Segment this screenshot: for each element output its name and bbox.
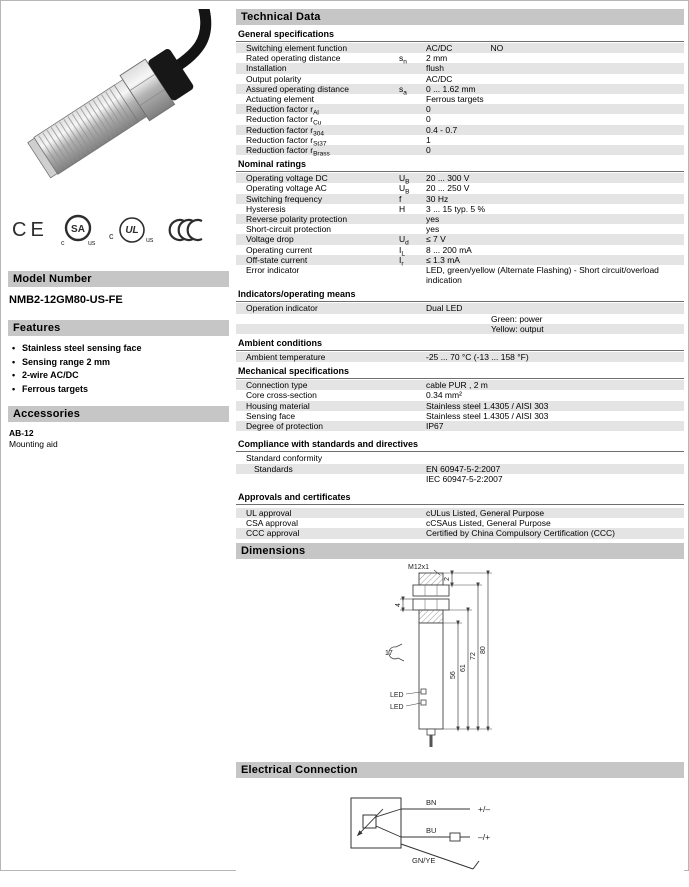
spec-symbol bbox=[399, 508, 426, 518]
spec-symbol bbox=[399, 380, 426, 390]
spec-value: yes bbox=[426, 224, 440, 235]
spec-symbol bbox=[399, 421, 426, 431]
spec-label: Degree of protection bbox=[246, 421, 324, 432]
ccc-mark bbox=[164, 212, 210, 248]
section-indicators bbox=[236, 288, 684, 334]
spec-label: CCC approval bbox=[246, 528, 300, 539]
spec-value: 8 ... 200 mA bbox=[426, 244, 472, 255]
nut-2 bbox=[413, 599, 449, 610]
features-header: Features bbox=[8, 320, 229, 336]
table-row bbox=[236, 464, 684, 474]
model-number-header: Model Number bbox=[8, 271, 229, 287]
table-row bbox=[236, 474, 684, 484]
dim-17: 17 bbox=[385, 649, 393, 657]
spec-value: AC/DC NO bbox=[426, 43, 504, 53]
spec-symbol bbox=[399, 453, 426, 463]
spec-value: Yellow: output bbox=[491, 323, 544, 334]
led-label-2: LED bbox=[390, 703, 404, 711]
section-title: General specifications bbox=[236, 28, 684, 42]
spec-label: Reduction factor $r_{304}$ bbox=[246, 124, 324, 138]
thread-label: M12x1 bbox=[408, 563, 430, 571]
spec-label bbox=[236, 314, 399, 324]
table-row bbox=[236, 234, 684, 248]
table-row bbox=[236, 145, 684, 158]
csa-mark bbox=[58, 212, 98, 248]
dimension-figure bbox=[236, 559, 684, 751]
spec-symbol bbox=[399, 324, 426, 334]
spec-value: 0 ... 1.62 mm bbox=[426, 83, 476, 94]
spec-value: cable PUR , 2 m bbox=[426, 380, 488, 391]
table-row bbox=[236, 244, 684, 258]
table-row bbox=[236, 124, 684, 138]
svg-text:UL: UL bbox=[125, 225, 139, 236]
table-row bbox=[236, 453, 684, 463]
wiring-figure bbox=[236, 778, 684, 882]
section-title: Compliance with standards and directives bbox=[236, 438, 684, 452]
spec-value: 1 bbox=[426, 134, 431, 145]
section-approvals bbox=[236, 491, 684, 539]
spec-symbol bbox=[399, 104, 426, 114]
spec-value: cULus Listed, General Purpose bbox=[426, 507, 545, 518]
table-row bbox=[236, 74, 684, 84]
bullet-icon: • bbox=[12, 370, 16, 380]
wire-gnye-label: GN/YE bbox=[412, 855, 436, 865]
spec-value: EN 60947-5-2:2007 bbox=[426, 463, 501, 474]
spec-label: Operating voltage DC bbox=[246, 173, 328, 184]
spec-symbol bbox=[399, 74, 426, 84]
table-row bbox=[236, 254, 684, 268]
spec-value: Stainless steel 1.4305 / AISI 303 bbox=[426, 410, 549, 421]
spec-value: 0.4 - 0.7 bbox=[426, 124, 458, 135]
spec-label: Rated operating distance bbox=[246, 53, 341, 64]
spec-value: flush bbox=[426, 63, 444, 74]
accessory-name: AB-12 bbox=[9, 428, 34, 438]
product-photo bbox=[8, 9, 229, 199]
spec-symbol: H bbox=[399, 203, 406, 214]
spec-symbol bbox=[399, 63, 426, 73]
table-row bbox=[236, 204, 684, 214]
table-row bbox=[236, 183, 684, 197]
section-nominal-ratings bbox=[236, 158, 684, 285]
technical-data-header: Technical Data bbox=[236, 9, 684, 25]
accessory-description: Mounting aid bbox=[9, 439, 58, 449]
spec-symbol bbox=[399, 43, 426, 53]
spec-symbol bbox=[399, 125, 426, 135]
spec-symbol bbox=[399, 352, 426, 362]
spec-value: 3 ... 15 typ. 5 % bbox=[426, 203, 486, 214]
spec-symbol bbox=[399, 314, 426, 324]
wire-bu-label: BU bbox=[426, 825, 437, 835]
feature-item: • Sensing range 2 mm bbox=[12, 356, 229, 370]
spec-label: Standards bbox=[254, 463, 293, 474]
section-title: Approvals and certificates bbox=[236, 491, 684, 505]
spec-table bbox=[236, 508, 684, 539]
table-row bbox=[236, 380, 684, 390]
spec-label: Hysteresis bbox=[246, 203, 286, 214]
spec-symbol bbox=[399, 401, 426, 411]
thread-top bbox=[419, 573, 443, 585]
section-ambient-conditions bbox=[236, 337, 684, 362]
section-title: Ambient conditions bbox=[236, 337, 684, 351]
spec-label: Reduction factor $r_{Cu}$ bbox=[246, 114, 322, 128]
sensor-photo-drawing bbox=[8, 9, 229, 199]
top-polarity-label: +/– bbox=[478, 803, 491, 814]
spec-label: Core cross-section bbox=[246, 390, 317, 401]
led-label-1: LED bbox=[390, 691, 404, 699]
spec-value: ≤ 1.3 mA bbox=[426, 254, 460, 265]
table-row bbox=[236, 518, 684, 528]
spec-label: Reduction factor $r_{Brass}$ bbox=[246, 145, 330, 158]
table-row bbox=[236, 265, 684, 285]
section-title: Indicators/operating means bbox=[236, 288, 684, 302]
spec-label: Sensing face bbox=[246, 410, 296, 421]
svg-text:c: c bbox=[108, 231, 114, 241]
wiring-diagram bbox=[236, 778, 684, 887]
spec-value: LED, green/yellow (Alternate Flashing) - Short circuit/overload indication bbox=[426, 265, 659, 286]
spec-symbol: f bbox=[399, 193, 402, 204]
spec-value: 0 bbox=[426, 145, 431, 156]
spec-symbol bbox=[399, 114, 426, 124]
table-row bbox=[236, 104, 684, 117]
spec-label: Operating current bbox=[246, 244, 313, 255]
spec-label: Actuating element bbox=[246, 94, 315, 105]
dim-61: 61 bbox=[460, 663, 467, 672]
spec-value: Green: power bbox=[491, 313, 543, 324]
table-row bbox=[236, 528, 684, 538]
table-row bbox=[236, 352, 684, 362]
spec-table bbox=[236, 352, 684, 362]
spec-label bbox=[236, 324, 399, 334]
table-row bbox=[236, 83, 684, 97]
spec-value: 0 bbox=[426, 104, 431, 115]
table-row bbox=[236, 214, 684, 224]
table-row bbox=[236, 134, 684, 148]
spec-symbol bbox=[399, 518, 426, 528]
right-column bbox=[236, 9, 684, 887]
spec-symbol bbox=[399, 528, 426, 538]
table-row bbox=[236, 224, 684, 234]
svg-text:c: c bbox=[60, 240, 65, 247]
spec-symbol: $U_B$ bbox=[399, 183, 410, 197]
spec-value: 20 ... 250 V bbox=[426, 183, 470, 194]
model-number: NMB2-12GM80-US-FE bbox=[9, 294, 123, 306]
spec-symbol bbox=[399, 224, 426, 234]
table-row bbox=[236, 63, 684, 73]
table-row bbox=[236, 173, 684, 186]
dim-56: 56 bbox=[450, 670, 457, 679]
spec-value bbox=[426, 453, 684, 463]
bullet-icon: • bbox=[12, 356, 16, 367]
spec-value: Dual LED bbox=[426, 303, 463, 314]
features-list bbox=[12, 342, 229, 396]
bullet-icon: • bbox=[12, 343, 16, 353]
spec-value: -25 ... 70 °C (-13 ... 158 °F) bbox=[426, 352, 529, 363]
section-compliance bbox=[236, 438, 684, 484]
spec-value: 30 Hz bbox=[426, 193, 449, 204]
spec-symbol: $s_a$ bbox=[399, 83, 407, 97]
spec-value-2: NO bbox=[490, 43, 504, 53]
spec-value: yes bbox=[426, 214, 440, 225]
led-marker-1 bbox=[421, 689, 426, 694]
spec-value: IEC 60947-5-2:2007 bbox=[426, 473, 503, 484]
ce-mark: CE bbox=[12, 218, 48, 241]
table-row bbox=[236, 324, 684, 334]
table-row bbox=[236, 194, 684, 204]
spec-symbol: $s_n$ bbox=[399, 53, 407, 66]
spec-symbol: $U_d$ bbox=[399, 234, 409, 248]
spec-symbol bbox=[399, 214, 426, 224]
spec-table bbox=[236, 303, 684, 334]
thread-lower bbox=[419, 610, 443, 623]
spec-label: Connection type bbox=[246, 380, 308, 391]
spec-label: Voltage drop bbox=[246, 234, 294, 245]
certification-logos bbox=[12, 211, 229, 249]
spec-label: Reduction factor $r_{St37}$ bbox=[246, 134, 327, 148]
spec-label: Installation bbox=[246, 63, 287, 74]
spec-value: 2 mm bbox=[426, 53, 448, 64]
section-mechanical-specifications bbox=[236, 365, 684, 431]
spec-value: ≤ 7 V bbox=[426, 234, 446, 245]
spec-label: Short-circuit protection bbox=[246, 224, 332, 235]
table-row bbox=[236, 390, 684, 400]
spec-label: Switching frequency bbox=[246, 193, 323, 204]
feature-item: • 2-wire AC/DC bbox=[12, 369, 229, 383]
spec-value: Certified by China Compulsory Certification (CCC) bbox=[426, 528, 615, 539]
load-symbol bbox=[450, 833, 460, 841]
dimension-drawing bbox=[236, 559, 684, 756]
spec-label bbox=[236, 474, 399, 484]
svg-text:SA: SA bbox=[70, 224, 85, 235]
table-row bbox=[236, 53, 684, 66]
spec-symbol bbox=[399, 94, 426, 104]
housing bbox=[419, 623, 443, 729]
threaded-barrel bbox=[34, 85, 138, 174]
spec-symbol bbox=[399, 303, 426, 313]
table-row bbox=[236, 411, 684, 421]
dim-2: 2 bbox=[444, 576, 451, 581]
spec-value: AC/DC bbox=[426, 73, 453, 84]
table-row bbox=[236, 508, 684, 518]
spec-label: Housing material bbox=[246, 400, 310, 411]
cul-mark bbox=[108, 212, 154, 248]
dimensions-header: Dimensions bbox=[236, 543, 684, 559]
dim-72: 72 bbox=[470, 651, 477, 660]
spec-label: Assured operating distance bbox=[246, 83, 350, 94]
spec-symbol: $I_L$ bbox=[399, 244, 405, 258]
spec-symbol bbox=[399, 135, 426, 145]
accessories-header: Accessories bbox=[8, 406, 229, 422]
led-marker-2 bbox=[421, 700, 426, 705]
dim-80: 80 bbox=[480, 645, 487, 654]
table-row bbox=[236, 114, 684, 128]
spec-table bbox=[236, 173, 684, 285]
bottom-polarity-label: –/+ bbox=[478, 831, 491, 842]
dim-4: 4 bbox=[395, 602, 402, 607]
table-row bbox=[236, 421, 684, 431]
spec-table bbox=[236, 43, 684, 158]
spec-label: Reduction factor $r_{Al}$ bbox=[246, 104, 319, 117]
spec-label: Off-state current bbox=[246, 254, 308, 265]
spec-label: Reverse polarity protection bbox=[246, 214, 348, 225]
wire-bn-label: BN bbox=[426, 797, 437, 807]
spec-value: IP67 bbox=[426, 421, 444, 432]
electrical-connection-header: Electrical Connection bbox=[236, 762, 684, 778]
spec-table bbox=[236, 380, 684, 431]
spec-value: 20 ... 300 V bbox=[426, 173, 470, 184]
spec-label: Operating voltage AC bbox=[246, 183, 327, 194]
spec-label: UL approval bbox=[246, 507, 292, 518]
spec-symbol: $I_r$ bbox=[399, 254, 404, 268]
spec-value: 0.34 mm² bbox=[426, 390, 462, 401]
svg-text:us: us bbox=[87, 240, 96, 247]
spec-symbol bbox=[399, 411, 426, 421]
spec-label: Switching element function bbox=[246, 43, 348, 53]
left-column bbox=[8, 9, 229, 449]
spec-label: Output polarity bbox=[246, 73, 302, 84]
feature-item: • Ferrous targets bbox=[12, 383, 229, 397]
cable-exit bbox=[427, 729, 435, 735]
spec-symbol bbox=[399, 390, 426, 400]
section-general-specifications bbox=[236, 28, 684, 158]
spec-label: Error indicator bbox=[246, 265, 300, 276]
spec-value: 0 bbox=[426, 114, 431, 125]
section-title: Nominal ratings bbox=[236, 158, 684, 172]
spec-value: cCSAus Listed, General Purpose bbox=[426, 518, 551, 529]
table-row bbox=[236, 43, 684, 53]
table-row bbox=[236, 94, 684, 104]
spec-symbol bbox=[399, 474, 426, 484]
spec-label: Standard conformity bbox=[246, 453, 323, 464]
spec-label: Ambient temperature bbox=[246, 352, 326, 363]
section-title: Mechanical specifications bbox=[236, 365, 684, 379]
sensor-symbol bbox=[363, 815, 376, 828]
spec-label: Operation indicator bbox=[246, 303, 318, 314]
spec-table bbox=[236, 453, 684, 484]
bullet-icon: • bbox=[12, 383, 16, 394]
spec-value: Stainless steel 1.4305 / AISI 303 bbox=[426, 400, 549, 411]
spec-symbol bbox=[399, 145, 426, 155]
spec-symbol bbox=[399, 265, 426, 285]
nut-1 bbox=[413, 585, 449, 596]
spec-symbol bbox=[399, 464, 426, 474]
spec-label: CSA approval bbox=[246, 518, 298, 529]
spec-symbol: $U_B$ bbox=[399, 173, 410, 186]
table-row bbox=[236, 303, 684, 313]
table-row bbox=[236, 314, 684, 324]
svg-text:us: us bbox=[145, 237, 154, 244]
feature-item: • Stainless steel sensing face bbox=[12, 342, 229, 356]
spec-value: Ferrous targets bbox=[426, 94, 484, 105]
table-row bbox=[236, 401, 684, 411]
